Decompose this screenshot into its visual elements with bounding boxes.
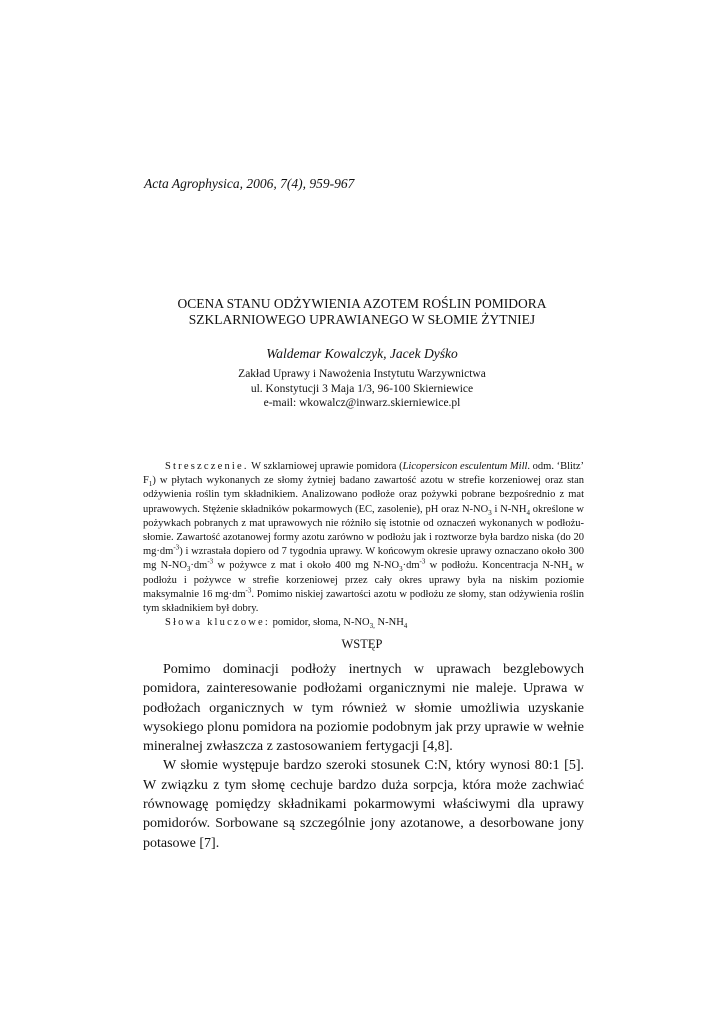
- section-heading: WSTĘP: [341, 637, 383, 651]
- title-line-1: OCENA STANU ODŻYWIENIA AZOTEM ROŚLIN POMIDORA: [177, 296, 547, 311]
- affiliation: [110, 367, 614, 411]
- affiliation-address: ul. Konstytucji 3 Maja 1/3, 96-100 Skierniewice: [250, 382, 474, 395]
- title-line-2: SZKLARNIOWEGO UPRAWIANEGO W SŁOMIE ŻYTNIEJ: [188, 312, 536, 327]
- abstract: [143, 460, 584, 630]
- journal-reference: Acta Agrophysica, 2006, 7(4), 959-967: [144, 176, 355, 191]
- affiliation-institute: Zakład Uprawy i Nawożenia Instytutu Warzywnictwa: [238, 368, 486, 380]
- abstract-label: Streszczenie.: [165, 461, 249, 472]
- keywords-label: Słowa kluczowe:: [165, 617, 271, 629]
- body-paragraph-1: Pomimo dominacji podłoży inertnych w uprawach bezglebowych pomidora, zainteresowanie podłożami organicznymi nie maleje. Uprawa w podłożach organicznych w tym również w słomie umożliwia uzyskanie wysokiego plonu pomidora na poziomie podobnym jak przy uprawie w wełnie mineralnej zwłaszcza z zastosowaniem fertygacji [4,8].: [143, 662, 584, 755]
- species-name: Licopersicon esculentum Mill: [402, 461, 528, 472]
- paper-title: [110, 296, 614, 328]
- authors: Waldemar Kowalczyk, Jacek Dyśko: [266, 346, 458, 361]
- affiliation-email: e-mail: wkowalcz@inwarz.skierniewice.pl: [263, 397, 461, 409]
- keywords: Słowa kluczowe: pomidor, słoma, $N-NO_{3,}$ $N-NH_4$: [165, 617, 408, 631]
- section-body: [143, 660, 584, 853]
- body-paragraph-2: W słomie występuje bardzo szeroki stosunek C:N, który wynosi 80:1 [5]. W związku z tym słomę cechuje bardzo duża sorpcja, która może zachwiać równowagę pomiędzy składnikami pokarmowymi właściwymi dla uprawy pomidorów. Sorbowane są szczególnie jony azotanowe, a desorbowane jony potasowe [7].: [143, 758, 584, 851]
- abstract-paragraph: Streszczenie. W szklarniowej uprawie pomidora (Licopersicon esculentum Mill. odm. ‘Blitz’ $F_1$) w płytach wykonanych ze słomy żytniej badano zawartość azotu w strefie korzeniowej oraz stan odżywienia roślin tym składnikiem. Analizowano podłoże oraz pożywki pobrane bezpośrednio z mat uprawowych. Stężenie składników pokarmowych (EC, zasolenie), pH oraz $N-NO_3$ i $N-NH_4$ określone w pożywkach pobranych z mat uprawowych nie różniło się istotnie od oznaczeń wykonanych w podłożu-słomie. Zawartość azotanowej formy azotu zarówno w podłożu jak i roztworze była bardzo niska (do 20 $mg\cdot dm^{-3}$) i wzrastała dopiero od 7 tygodnia uprawy. W końcowym okresie uprawy oznaczano około 300 mg $N-NO_3\cdot dm^{-3}$ w pożywce z mat i około 400 mg $N-NO_3\cdot dm^{-3}$ w podłożu. Koncentracja $N-NH_4$ w podłożu i pożywce w strefie korzeniowej przez cały okres uprawy była na niskim poziomie maksymalnie 16 $mg\cdot dm^{-3}$. Pomimo niskiej zawartości azotu w podłożu ze słomy, stan odżywienia roślin tym składnikiem był dobry.: [143, 461, 585, 615]
